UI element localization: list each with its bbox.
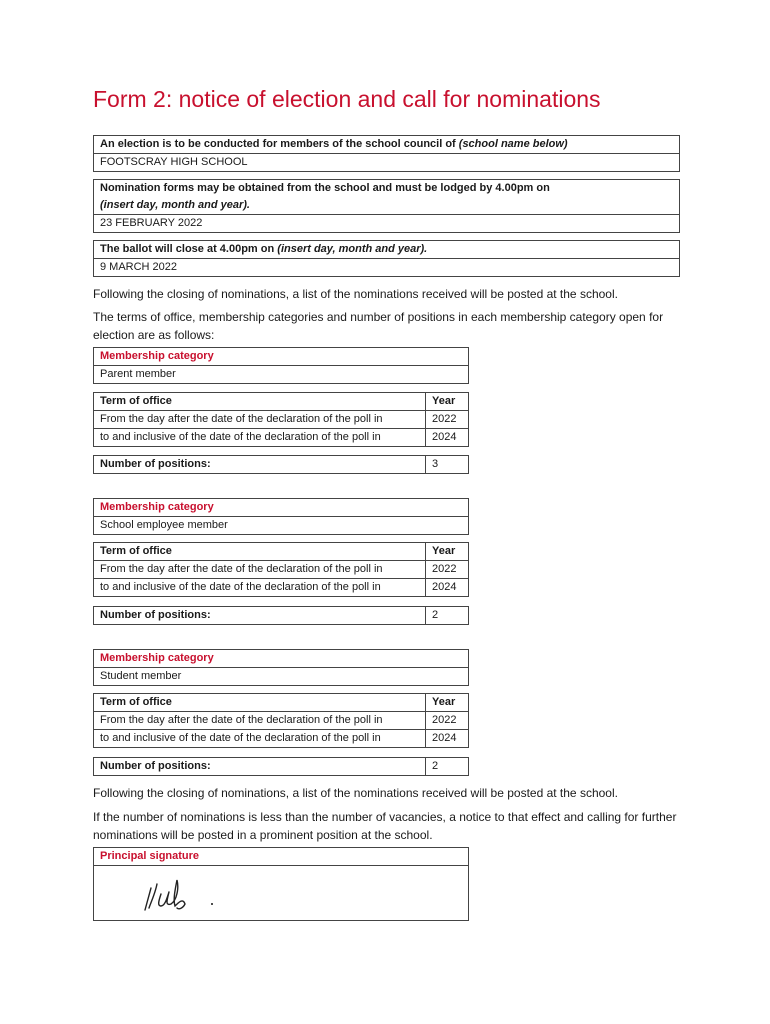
term-end-year: 2024 (432, 732, 457, 744)
term-end-text: to and inclusive of the date of the declaration of the poll in (94, 429, 426, 446)
term-header: Term of office (94, 393, 426, 410)
term-start-year: 2022 (432, 563, 457, 575)
ballot-heading (94, 241, 679, 258)
school-name-value: FOOTSCRAY HIGH SCHOOL (94, 153, 679, 171)
positions-label: Number of positions: (94, 456, 426, 473)
category-name: School employee member (100, 519, 228, 531)
handwritten-signature (139, 866, 259, 920)
ballot-close-value: 9 MARCH 2022 (94, 258, 679, 276)
term-start-text: From the day after the date of the declaration of the poll in (94, 712, 426, 729)
category-label: Membership category (100, 652, 214, 664)
positions-table (93, 606, 469, 625)
term-header: Term of office (94, 543, 426, 560)
category-label: Membership category (100, 350, 214, 362)
positions-value: 2 (432, 609, 439, 621)
positions-table (93, 455, 469, 474)
term-end-text: to and inclusive of the date of the declaration of the poll in (94, 579, 426, 596)
ballot-heading-hint: (insert day, month and year). (277, 243, 428, 255)
term-end-text: to and inclusive of the date of the declaration of the poll in (94, 730, 426, 747)
positions-label: Number of positions: (94, 607, 426, 624)
category-name: Parent member (100, 368, 176, 380)
election-heading (94, 136, 679, 153)
term-end-year: 2024 (432, 431, 457, 443)
positions-label: Number of positions: (94, 758, 426, 775)
term-header: Term of office (94, 694, 426, 711)
category-label: Membership category (100, 501, 214, 513)
nomination-heading (94, 180, 679, 214)
positions-table (93, 757, 469, 776)
category-table (93, 498, 469, 535)
term-start-year: 2022 (432, 413, 457, 425)
year-header: Year (432, 696, 456, 708)
signature-label: Principal signature (100, 850, 200, 862)
signature-box (93, 847, 469, 921)
closing-paragraph-1: Following the closing of nominations, a list of the nominations received will be posted at the school. (93, 287, 618, 301)
term-table (93, 542, 469, 597)
category-name: Student member (100, 670, 182, 682)
terms-paragraph: The terms of office, membership categories and number of positions in each membership category open for election are as follows: (93, 310, 664, 342)
election-school-box (93, 135, 680, 172)
term-table (93, 392, 469, 447)
nomination-deadline-box (93, 179, 680, 233)
term-start-year: 2022 (432, 714, 457, 726)
year-header: Year (432, 545, 456, 557)
ballot-close-box (93, 240, 680, 277)
page-title: Form 2: notice of election and call for nominations (93, 86, 601, 112)
nomination-deadline-value: 23 FEBRUARY 2022 (94, 214, 679, 232)
term-start-text: From the day after the date of the declaration of the poll in (94, 411, 426, 428)
term-table (93, 693, 469, 748)
signature-area (94, 865, 468, 920)
closing-paragraph-2: Following the closing of nominations, a list of the nominations received will be posted at the school. (93, 786, 618, 800)
election-heading-hint: (school name below) (458, 138, 568, 150)
term-end-year: 2024 (432, 581, 457, 593)
ballot-heading-text: The ballot will close at 4.00pm on (100, 243, 275, 255)
nomination-heading-hint: (insert day, month and year). (100, 199, 250, 211)
year-header: Year (432, 395, 456, 407)
vacancies-paragraph: If the number of nominations is less than the number of vacancies, a notice to that effect and calling for further nominations will be posted in a prominent position at the school. (93, 810, 677, 842)
nomination-heading-line1: Nomination forms may be obtained from the school and must be lodged by 4.00pm on (100, 182, 550, 194)
category-table (93, 347, 469, 384)
election-heading-text: An election is to be conducted for members of the school council of (100, 138, 456, 150)
term-start-text: From the day after the date of the declaration of the poll in (94, 561, 426, 578)
positions-value: 2 (432, 760, 439, 772)
category-table (93, 649, 469, 686)
positions-value: 3 (432, 458, 439, 470)
